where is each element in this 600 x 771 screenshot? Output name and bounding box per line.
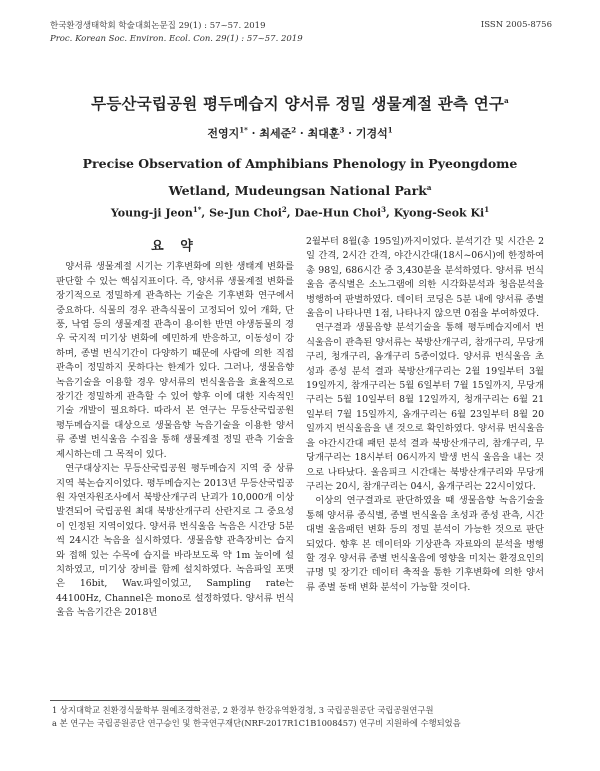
author-ko-name: 기경석	[355, 127, 388, 140]
author-ko-sup: 2	[291, 125, 297, 135]
author-ko-sup: 1	[387, 125, 393, 135]
footnote-divider	[50, 700, 200, 701]
title-english-text: Precise Observation of Amphibians Phenology in Pyeongdome Wetland, Mudeungsan National Park	[82, 156, 518, 199]
abstract-heading: 요 약	[151, 239, 199, 254]
author-en-name: Se-Jun Choi	[209, 206, 282, 220]
abstract-paragraph-2: 연구대상지는 무등산국립공원 평두메습지 지역 중 상류지역 북논습지이었다. 평두메습지는 2013년 무등산국립공원 자연자원조사에서 북방산개구리 난괴가 10,000개 이상 발견되어 국립공원 최대 북방산개구리 산란지로 그 중요성이 인정된 지역이었다. 양서류 번식울음 녹음은 시간당 5분씩 24시간 녹음을 실시하였다. 생물음향 관측장비는 습지와 접해 있는 수목에 습지를 바라보도록 약 1m 높이에 설치하였고, 미기상 장비를 함께 설치하였다. 녹음파일 포맷은 16bit, Wav.파일이었고, Sampling rate는 44100Hz, Channel은 mono로 설정하였다. 양서류 번식울음 녹음기간은 2018년	[56, 463, 294, 619]
abstract-paragraph-4: 연구결과 생물음향 분석기술을 통해 평두메습지에서 번식울음이 관측된 양서류는 북방산개구리, 참개구리, 무당개구리, 청개구리, 옴개구리 5종이었다. 양서류 번식울음 초성과 종성 분석 결과 북방산개구리는 2월 19일부터 3월 19일까지, 참개구리는 5월 6일부터 7월 15일까지, 무당개구리는 5월 10일부터 8월 12일까지, 청개구리는 6월 21일부터 7월 15일까지, 옴개구리는 6월 23일부터 8월 20일까지 번식울음을 낸 것으로 확인하였다. 양서류 번식울음을 야간시간대 패턴 분석 결과 북방산개구리, 참개구리, 무당개구리는 18시부터 06시까지 발생 번식 울음을 내는 것으로 나타났다. 울음피크 시간대는 북방산개구리와 무당개구리는 20시, 참개구리는 04시, 옴개구리는 22시이었다.	[306, 322, 544, 492]
title-korean-sup: a	[504, 95, 509, 105]
author-en-sup: 1	[484, 205, 490, 214]
title-korean-text: 무등산국립공원 평두메습지 양서류 정밀 생물계절 관측 연구	[91, 94, 505, 113]
authors-english: Young-ji Jeon$^{1*}$, Se-Jun Choi$^2$, Dae-Hun Choi$^3$, Kyong-Seok Ki$^1$	[110, 205, 490, 220]
title-english	[56, 152, 544, 203]
abstract-paragraph-5: 이상의 연구결과로 판단하였을 때 생물음향 녹음기술을 통해 양서류 종식별, 종별 번식울음 초성과 종성 관측, 시간대별 울음패턴 변화 등의 정밀 분석이 가능한 것으로 판단되었다. 향후 본 데이터와 기상관측 자료와의 분석을 병행할 경우 양서류 종별 번식울음에 영향을 미치는 환경요인의 규명 및 장기간 데이터 축적을 통한 기후변화에 의한 양서류 종별 동태 변화 분석이 가능할 것이다.	[306, 495, 544, 593]
abstract-right-column	[306, 235, 544, 595]
running-header	[50, 20, 303, 46]
author-en-sup: 2	[281, 205, 287, 214]
author-ko-name: 최세준	[259, 127, 292, 140]
author-ko-name: 최대훈	[307, 127, 340, 140]
journal-citation-ko: 한국환경생태학회 학술대회논문집 29(1) : 57~57. 2019	[50, 21, 266, 31]
author-ko-name: 전영지	[207, 127, 240, 140]
title-english-sup: a	[426, 183, 432, 192]
author-ko-sup: 1*	[239, 125, 248, 135]
footnote-funding: a 본 연구는 국립공원공단 연구승인 및 한국연구재단(NRF-2017R1C1B1008457) 연구비 지원하에 수행되었음	[52, 718, 461, 728]
author-en-sup: 1*	[192, 205, 202, 214]
author-en-name: Dae-Hun Choi	[294, 206, 382, 220]
issn: ISSN 2005-8756	[480, 20, 552, 30]
journal-citation-en: Proc. Korean Soc. Environ. Ecol. Con. 29(1) : 57~57. 2019	[50, 34, 303, 44]
abstract-paragraph-1: 양서류 생물계절 시기는 기후변화에 의한 생태계 변화를 판단할 수 있는 핵심지표이다. 즉, 양서류 생물계절 변화를 장기적으로 정밀하게 관측하는 기술은 기후변화 연구에서 중요하다. 식물의 경우 관측식물이 고정되어 있어 개화, 단풍, 낙엽 등의 생물계절 관측이 용이한 반면 야생동물의 경우 국지적 미기상 변화에 예민하게 반응하고, 이동성이 강하며, 종별 번식기간이 다양하기 때문에 사람에 의한 직접 관측이 정밀하지 못하다는 한계가 있다. 그러나, 생물음향 녹음기술을 이용할 경우 양서류의 번식울음을 효율적으로 장기간 정밀하게 관측할 수 있어 향후 이에 대한 지속적인 기술 개발이 필요하다. 따라서 본 연구는 무등산국립공원 평두메습지를 대상으로 생물음향 녹음기술을 이용한 양서류 종별 번식울음 수집을 통해 생물계절 정밀 관측 기술을 제시하는데 그 목적이 있다.	[56, 261, 294, 460]
author-en-name: Young-ji Jeon	[110, 206, 193, 220]
title-korean	[0, 92, 600, 114]
footnote-affiliations: 1 상지대학교 친환경식물학부 원예조경학전공, 2 환경부 한강유역환경청, 3 국립공원공단 국립공원연구원	[52, 705, 434, 715]
abstract-paragraph-3: 2월부터 8월(총 195일)까지이었다. 분석기간 및 시간은 2일 간격, 2시간 간격, 야간시간대(18시~06시)에 한정하여 총 98일, 686시간 중 3,430분을 분석하였다. 양서류 번식울음 종식별은 소노그램에 의한 시각화분석과 청음분석을 병행하여 판별하였다. 데이터 코딩은 5분 내에 양서류 종별 울음이 나타나면 1점, 나타나지 않으면 0점을 부여하였다.	[306, 236, 544, 320]
abstract-left-column	[56, 240, 294, 621]
author-ko-sup: 3	[339, 125, 345, 135]
authors-korean: 전영지$^{1*}$ · 최세준$^2$ · 최대훈$^3$ · 기경석$^1$	[207, 125, 393, 140]
author-en-name: Kyong-Seok Ki	[393, 206, 485, 220]
footnotes	[52, 704, 461, 730]
author-en-sup: 3	[381, 205, 387, 214]
